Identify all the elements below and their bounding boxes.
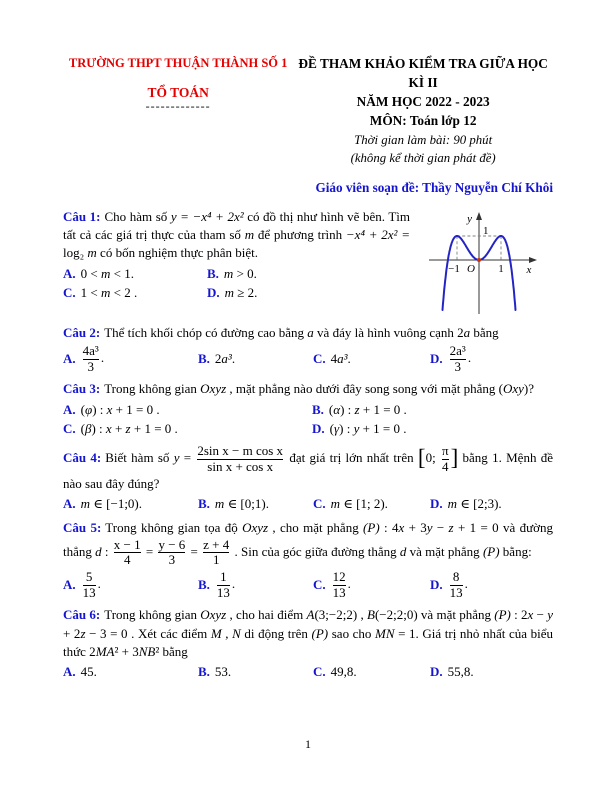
question-5 bbox=[63, 519, 553, 600]
answer-letter: A. bbox=[63, 496, 76, 511]
answer-option-a bbox=[63, 265, 207, 283]
answer-letter: B. bbox=[312, 401, 324, 417]
answer-option-c bbox=[63, 420, 312, 438]
answer-letter: C. bbox=[313, 664, 326, 680]
answer-text: $\frac{\text{2a³}}{3}$ . bbox=[449, 343, 472, 374]
answer-option-b bbox=[198, 495, 313, 513]
fraction: $\frac{y - 6}{3}$ bbox=[158, 536, 186, 568]
answer-text: 0 < m < 1. bbox=[80, 265, 134, 281]
question-stem bbox=[63, 380, 553, 398]
answer-letter: C. bbox=[313, 350, 326, 366]
question-stem bbox=[63, 444, 553, 493]
answer-text: $\frac{12}{13}$ . bbox=[332, 569, 351, 600]
question-stem-text: Trong không gian Oxyz , mặt phẳng nào dưới đây song song với mặt phẳng (Oxy)? bbox=[104, 381, 534, 397]
answer-letter: D. bbox=[430, 576, 443, 592]
header-exam-block bbox=[293, 55, 553, 167]
answer-text: $\frac{8}{13}$ . bbox=[449, 569, 468, 600]
answer-text: 53. bbox=[214, 664, 232, 680]
school-year: NĂM HỌC 2022 - 2023 bbox=[356, 93, 490, 109]
answer-letter: A. bbox=[63, 664, 76, 680]
question-stem-text: Trong không gian tọa độ Oxyz , cho mặt phẳng (P) : 4x + 3y − z + 1 = 0 và đường thẳng d : $\frac{x - 1}{4}$ = $\frac{y - 6}{3}$ = $\frac{z + 4}{1}$ . Sin của góc giữa đường thẳng d và mặt phẳng (P) bằng: bbox=[63, 520, 553, 568]
answer-letter: A. bbox=[63, 576, 76, 592]
graph-label-x1: 1 bbox=[497, 262, 504, 275]
answer-option-d bbox=[430, 570, 553, 600]
department-name: TỔ TOÁN bbox=[147, 84, 209, 100]
answer-letter: D. bbox=[312, 421, 325, 436]
answer-row bbox=[63, 663, 553, 681]
question-6 bbox=[63, 606, 553, 682]
answer-option-c bbox=[63, 284, 207, 302]
answer-text: (β) : x + z + 1 = 0 . bbox=[80, 421, 178, 436]
answer-option-b bbox=[312, 401, 553, 419]
answer-row bbox=[63, 401, 553, 439]
fraction: $\frac{5}{13}$ bbox=[82, 569, 96, 600]
answer-letter: D. bbox=[430, 350, 443, 366]
question-1-graph-column bbox=[410, 208, 553, 318]
question-stem-text: Trong không gian Oxyz , cho hai điểm A(3;−2;2) , B(−2;2;0) và mặt phẳng (P) : 2x − y + 2z − 3 = 0 . Xét các điểm M , N di động trên (P) sao cho MN = 1. Giá trị nhỏ nhất của biểu thức 2MA² + 3NB² bằng bbox=[63, 607, 554, 659]
answer-option-d bbox=[312, 420, 553, 438]
graph-label-x-axis: x bbox=[526, 263, 531, 276]
answer-option-d bbox=[430, 344, 553, 374]
exam-title: ĐỀ THAM KHẢO KIỂM TRA GIỮA HỌC KÌ II bbox=[298, 56, 548, 90]
answer-letter: C. bbox=[313, 496, 326, 511]
question-stem-text: Cho hàm số y = −x⁴ + 2x² có đồ thị như hình vẽ bên. Tìm tất cả các giá trị thực của tham số m để phương trình −x⁴ + 2x² = log₂ m có bốn nghiệm thực phân biệt. bbox=[63, 208, 410, 261]
question-1-text-column bbox=[63, 208, 410, 318]
origin-dot bbox=[477, 258, 481, 262]
question-1 bbox=[63, 208, 553, 318]
answer-text: m > 0. bbox=[223, 265, 257, 281]
answer-letter: D. bbox=[430, 496, 443, 511]
answer-text: 45. bbox=[80, 664, 97, 680]
answer-option-c bbox=[313, 570, 430, 600]
question-stem bbox=[63, 606, 553, 661]
answer-text: (γ) : y + 1 = 0 . bbox=[329, 421, 407, 436]
answer-option-c bbox=[313, 663, 430, 681]
answer-text: m ∈ [2;3). bbox=[447, 496, 502, 511]
answer-text: m ∈ [−1;0). bbox=[80, 496, 143, 511]
question-stem bbox=[63, 519, 553, 568]
answer-text: 1 < m < 2 . bbox=[80, 285, 138, 301]
answer-option-c bbox=[313, 495, 430, 513]
header-school-block bbox=[63, 55, 293, 167]
question-number: Câu 5: bbox=[63, 520, 102, 536]
question-number: Câu 2: bbox=[63, 324, 101, 340]
answer-option-c bbox=[313, 344, 430, 374]
fraction: $\frac{12}{13}$ bbox=[332, 569, 346, 600]
page-number: 1 bbox=[305, 736, 311, 751]
question-2 bbox=[63, 324, 553, 375]
answer-option-a bbox=[63, 344, 198, 374]
graph-label-xminus1: −1 bbox=[447, 262, 460, 275]
exam-duration: Thời gian làm bài: 90 phút bbox=[354, 132, 493, 147]
answer-letter: A. bbox=[63, 401, 76, 417]
graph-label-y-axis: y bbox=[466, 212, 472, 225]
answer-option-a bbox=[63, 495, 198, 513]
question-stem-text: Thể tích khối chóp có đường cao bằng a và đáy là hình vuông cạnh 2a bằng bbox=[104, 324, 499, 340]
question-stem bbox=[63, 208, 410, 263]
fraction: $\frac{8}{13}$ bbox=[449, 569, 463, 600]
function-graph bbox=[417, 210, 547, 318]
answer-letter: A. bbox=[63, 265, 76, 281]
question-3 bbox=[63, 380, 553, 438]
fraction: $\frac{\text{4a³}}{3}$ bbox=[82, 343, 99, 374]
fraction: $\frac{x - 1}{4}$ bbox=[113, 536, 141, 568]
answer-text: (φ) : x + 1 = 0 . bbox=[80, 401, 160, 417]
exam-author-line: Giáo viên soạn đề: Thầy Nguyễn Chí Khôi bbox=[315, 179, 553, 195]
question-4 bbox=[63, 444, 553, 513]
question-number: Câu 1: bbox=[63, 208, 101, 224]
answer-row bbox=[63, 495, 553, 513]
answer-letter: A. bbox=[63, 350, 76, 366]
x-axis-arrow bbox=[529, 257, 537, 263]
answer-letter: D. bbox=[207, 285, 220, 301]
answer-option-a bbox=[63, 570, 198, 600]
header-divider: ------------- bbox=[145, 98, 211, 113]
answer-letter: C. bbox=[313, 576, 326, 592]
answer-letter: C. bbox=[63, 285, 76, 301]
answer-row bbox=[63, 265, 410, 303]
question-number: Câu 4: bbox=[63, 450, 102, 466]
answer-letter: B. bbox=[207, 265, 219, 281]
y-axis-arrow bbox=[476, 212, 482, 220]
answer-text: $\frac{\text{4a³}}{3}$ . bbox=[82, 343, 105, 374]
answer-option-a bbox=[63, 401, 312, 419]
graph-label-y1: 1 bbox=[482, 224, 488, 237]
answer-text: 2a³. bbox=[214, 350, 236, 366]
answer-letter: B. bbox=[198, 576, 210, 592]
answer-text: 4a³. bbox=[330, 350, 351, 366]
fraction: $\frac{z + 4}{1}$ bbox=[203, 536, 230, 568]
answer-option-a bbox=[63, 663, 198, 681]
question-number: Câu 3: bbox=[63, 381, 101, 397]
answer-text: (α) : z + 1 = 0 . bbox=[328, 401, 407, 417]
page-header bbox=[63, 55, 553, 167]
answer-row bbox=[63, 570, 553, 600]
answer-option-b bbox=[198, 344, 313, 374]
answer-option-d bbox=[430, 495, 553, 513]
graph-label-origin: O bbox=[466, 262, 475, 275]
answer-letter: B. bbox=[198, 350, 210, 366]
answer-option-b bbox=[207, 265, 410, 283]
exam-duration-note: (không kể thời gian phát đề) bbox=[350, 150, 496, 165]
fraction: $\frac{1}{13}$ bbox=[216, 569, 230, 600]
exam-subject: MÔN: Toán lớp 12 bbox=[369, 112, 477, 128]
answer-letter: B. bbox=[198, 496, 210, 511]
answer-letter: C. bbox=[63, 421, 76, 436]
question-stem-text: Biết hàm số y = $\frac{\text{2sin x − m cos x}}{\text{sin x + cos x}}$ đạt giá trị lớn nhất trên [0; $\frac{\pi}{4}$ ] bằng 1. Mệnh đề nào sau đây đúng? bbox=[63, 443, 553, 491]
answer-letter: D. bbox=[430, 664, 443, 680]
answer-text: $\frac{5}{13}$ . bbox=[82, 569, 101, 600]
fraction: $\frac{\pi}{4}$ bbox=[442, 443, 449, 474]
answer-option-b bbox=[198, 663, 313, 681]
answer-letter: B. bbox=[198, 664, 210, 680]
question-number: Câu 6: bbox=[63, 607, 101, 623]
answer-text: m ∈ [1; 2). bbox=[330, 496, 388, 511]
answer-text: m ∈ [0;1). bbox=[214, 496, 269, 511]
answer-option-d bbox=[430, 663, 553, 681]
fraction: $\frac{\text{2sin x − m cos x}}{\text{sin x + cos x}}$ bbox=[197, 443, 284, 474]
answer-text: m ≥ 2. bbox=[224, 285, 258, 301]
answer-row bbox=[63, 344, 553, 374]
answer-option-d bbox=[207, 284, 410, 302]
answer-option-b bbox=[198, 570, 313, 600]
question-stem bbox=[63, 324, 553, 342]
answer-text: 55,8. bbox=[447, 664, 474, 680]
answer-text: $\frac{1}{13}$ . bbox=[216, 569, 236, 600]
answer-text: 49,8. bbox=[330, 664, 357, 680]
school-name: TRƯỜNG THPT THUẬN THÀNH SỐ 1 bbox=[68, 56, 288, 70]
fraction: $\frac{\text{2a³}}{3}$ bbox=[449, 343, 466, 374]
